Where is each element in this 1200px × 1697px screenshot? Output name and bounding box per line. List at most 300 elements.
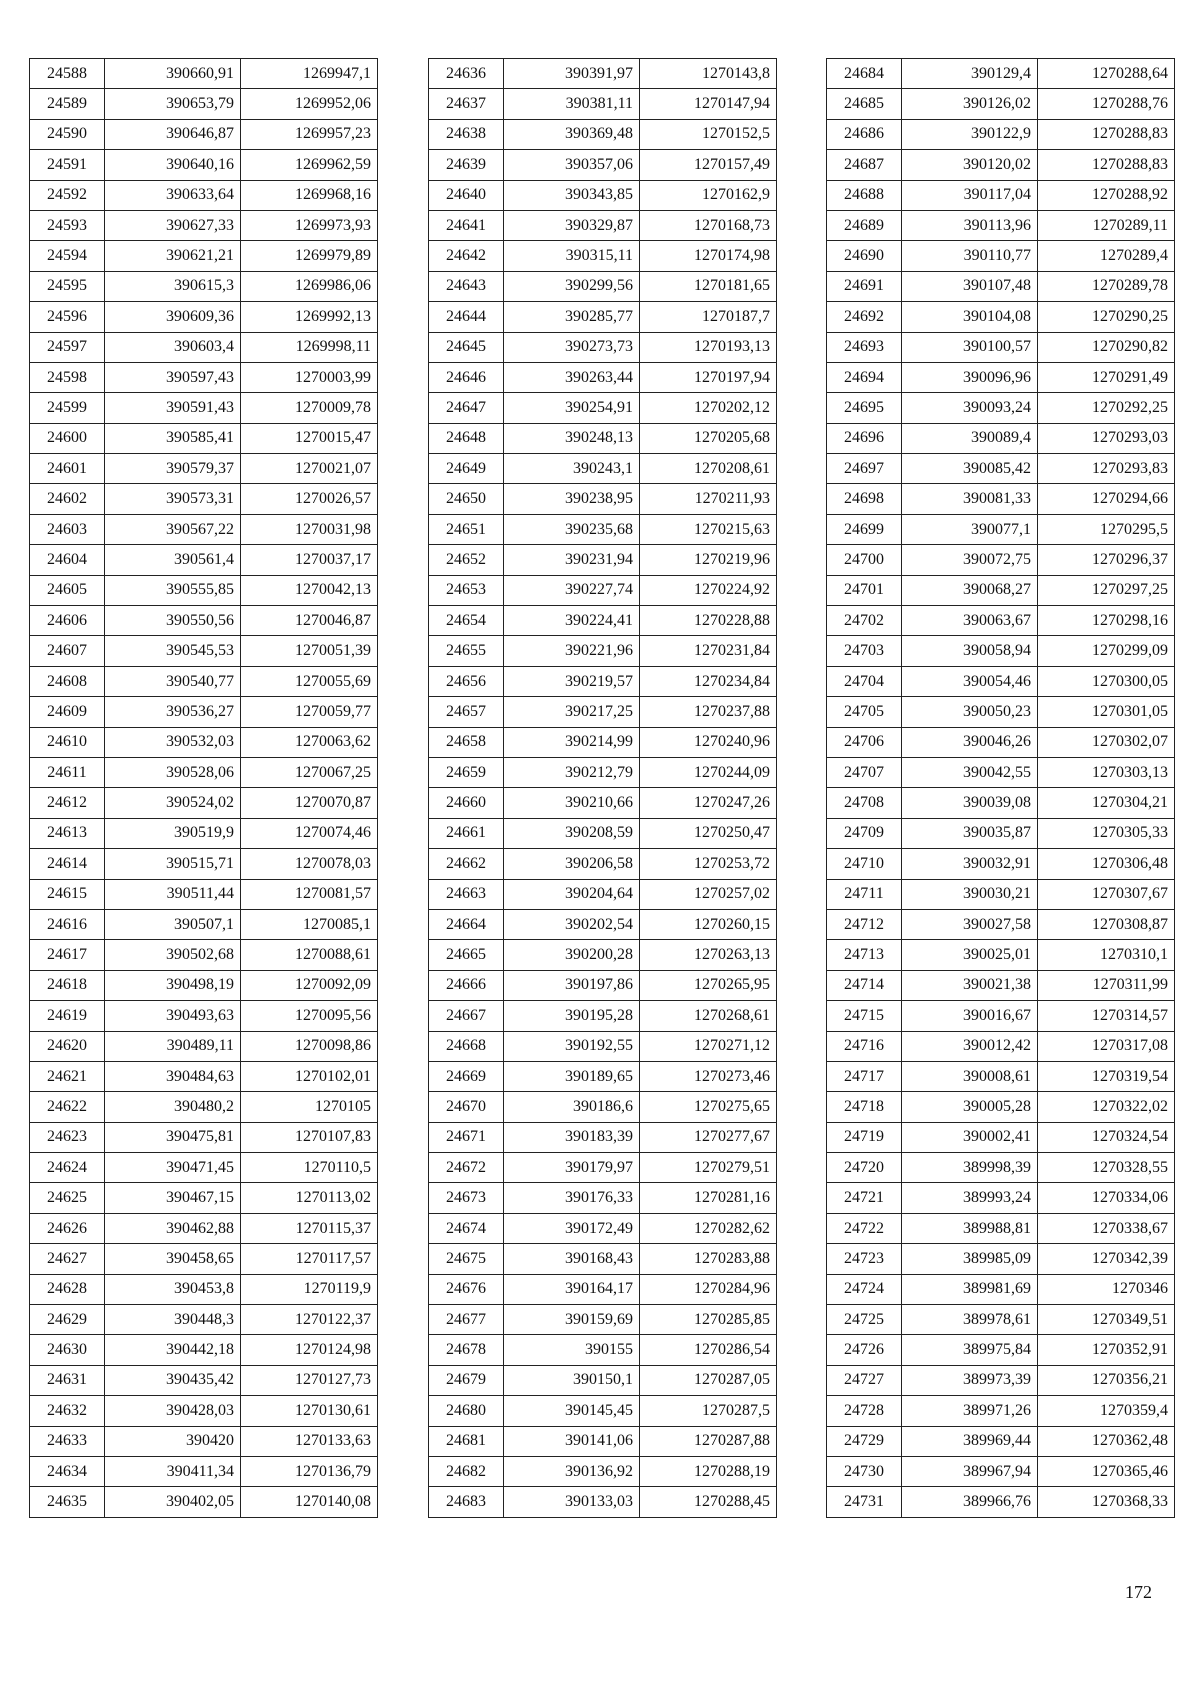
table-row	[429, 606, 777, 636]
point-id-cell: 24620	[30, 1031, 105, 1061]
x-coordinate-cell: 390200,28	[504, 940, 640, 970]
y-coordinate-cell: 1270247,26	[640, 788, 777, 818]
y-coordinate-cell: 1270143,8	[640, 59, 777, 89]
x-coordinate-cell: 390475,81	[105, 1122, 241, 1152]
table-row	[827, 1456, 1175, 1486]
y-coordinate-cell: 1270088,61	[241, 940, 378, 970]
x-coordinate-cell: 390633,64	[105, 180, 241, 210]
point-id-cell: 24611	[30, 757, 105, 787]
table-row	[827, 636, 1175, 666]
y-coordinate-cell: 1270211,93	[640, 484, 777, 514]
table-row	[429, 1456, 777, 1486]
table-row	[827, 1061, 1175, 1091]
x-coordinate-cell: 390058,94	[902, 636, 1038, 666]
table-row	[30, 1305, 378, 1335]
x-coordinate-cell: 390458,65	[105, 1244, 241, 1274]
y-coordinate-cell: 1270284,96	[640, 1274, 777, 1304]
point-id-cell: 24593	[30, 210, 105, 240]
table-row	[429, 89, 777, 119]
x-coordinate-cell: 390561,4	[105, 545, 241, 575]
y-coordinate-cell: 1270081,57	[241, 879, 378, 909]
table-row	[827, 849, 1175, 879]
table-row	[429, 666, 777, 696]
x-coordinate-cell: 390653,79	[105, 89, 241, 119]
x-coordinate-cell: 390093,24	[902, 393, 1038, 423]
table-row	[30, 879, 378, 909]
x-coordinate-cell: 390039,08	[902, 788, 1038, 818]
x-coordinate-cell: 390381,11	[504, 89, 640, 119]
point-id-cell: 24692	[827, 302, 902, 332]
x-coordinate-cell: 390008,61	[902, 1061, 1038, 1091]
x-coordinate-cell: 390235,68	[504, 514, 640, 544]
x-coordinate-cell: 390176,33	[504, 1183, 640, 1213]
y-coordinate-cell: 1270215,63	[640, 514, 777, 544]
y-coordinate-cell: 1270292,25	[1038, 393, 1175, 423]
y-coordinate-cell: 1270187,7	[640, 302, 777, 332]
y-coordinate-cell: 1269986,06	[241, 271, 378, 301]
x-coordinate-cell: 390183,39	[504, 1122, 640, 1152]
y-coordinate-cell: 1270133,63	[241, 1426, 378, 1456]
point-id-cell: 24724	[827, 1274, 902, 1304]
x-coordinate-cell: 390150,1	[504, 1365, 640, 1395]
y-coordinate-cell: 1270289,78	[1038, 271, 1175, 301]
table-row	[30, 1426, 378, 1456]
point-id-cell: 24604	[30, 545, 105, 575]
point-id-cell: 24700	[827, 545, 902, 575]
table-row	[429, 1031, 777, 1061]
x-coordinate-cell: 389988,81	[902, 1213, 1038, 1243]
x-coordinate-cell: 389966,76	[902, 1487, 1038, 1517]
point-id-cell: 24621	[30, 1061, 105, 1091]
table-row	[429, 1426, 777, 1456]
point-id-cell: 24606	[30, 606, 105, 636]
point-id-cell: 24723	[827, 1244, 902, 1274]
y-coordinate-cell: 1270009,78	[241, 393, 378, 423]
table-row	[827, 940, 1175, 970]
table-row	[429, 484, 777, 514]
table-row	[827, 1153, 1175, 1183]
y-coordinate-cell: 1270253,72	[640, 849, 777, 879]
point-id-cell: 24713	[827, 940, 902, 970]
y-coordinate-cell: 1270300,05	[1038, 666, 1175, 696]
y-coordinate-cell: 1270317,08	[1038, 1031, 1175, 1061]
x-coordinate-cell: 390573,31	[105, 484, 241, 514]
point-id-cell: 24718	[827, 1092, 902, 1122]
point-id-cell: 24688	[827, 180, 902, 210]
point-id-cell: 24629	[30, 1305, 105, 1335]
y-coordinate-cell: 1270293,03	[1038, 423, 1175, 453]
point-id-cell: 24703	[827, 636, 902, 666]
y-coordinate-cell: 1270290,82	[1038, 332, 1175, 362]
y-coordinate-cell: 1270362,48	[1038, 1426, 1175, 1456]
y-coordinate-cell: 1270289,4	[1038, 241, 1175, 271]
y-coordinate-cell: 1270193,13	[640, 332, 777, 362]
table-row	[30, 636, 378, 666]
table-row	[30, 119, 378, 149]
table-row	[429, 909, 777, 939]
y-coordinate-cell: 1270356,21	[1038, 1365, 1175, 1395]
table-row	[429, 970, 777, 1000]
y-coordinate-cell: 1270098,86	[241, 1031, 378, 1061]
table-row	[429, 940, 777, 970]
point-id-cell: 24709	[827, 818, 902, 848]
table-row	[30, 1153, 378, 1183]
x-coordinate-cell: 390420	[105, 1426, 241, 1456]
x-coordinate-cell: 389993,24	[902, 1183, 1038, 1213]
y-coordinate-cell: 1270288,83	[1038, 119, 1175, 149]
table-row	[429, 1122, 777, 1152]
y-coordinate-cell: 1270085,1	[241, 909, 378, 939]
x-coordinate-cell: 390113,96	[902, 210, 1038, 240]
y-coordinate-cell: 1270110,5	[241, 1153, 378, 1183]
y-coordinate-cell: 1270283,88	[640, 1244, 777, 1274]
point-id-cell: 24721	[827, 1183, 902, 1213]
point-id-cell: 24640	[429, 180, 504, 210]
table-row	[827, 302, 1175, 332]
table-row	[30, 1396, 378, 1426]
x-coordinate-cell: 390212,79	[504, 757, 640, 787]
point-id-cell: 24599	[30, 393, 105, 423]
table-row	[827, 1335, 1175, 1365]
table-row	[429, 210, 777, 240]
point-id-cell: 24589	[30, 89, 105, 119]
y-coordinate-cell: 1270289,11	[1038, 210, 1175, 240]
table-row	[827, 484, 1175, 514]
table-row	[827, 1487, 1175, 1517]
table-row	[827, 606, 1175, 636]
x-coordinate-cell: 390085,42	[902, 454, 1038, 484]
table-row	[429, 302, 777, 332]
table-row	[30, 849, 378, 879]
x-coordinate-cell: 390042,55	[902, 757, 1038, 787]
x-coordinate-cell: 390435,42	[105, 1365, 241, 1395]
x-coordinate-cell: 390391,97	[504, 59, 640, 89]
point-id-cell: 24690	[827, 241, 902, 271]
point-id-cell: 24633	[30, 1426, 105, 1456]
point-id-cell: 24637	[429, 89, 504, 119]
point-id-cell: 24681	[429, 1426, 504, 1456]
x-coordinate-cell: 390208,59	[504, 818, 640, 848]
y-coordinate-cell: 1270281,16	[640, 1183, 777, 1213]
x-coordinate-cell: 389971,26	[902, 1396, 1038, 1426]
y-coordinate-cell: 1270287,5	[640, 1396, 777, 1426]
x-coordinate-cell: 390224,41	[504, 606, 640, 636]
point-id-cell: 24664	[429, 909, 504, 939]
x-coordinate-cell: 390035,87	[902, 818, 1038, 848]
x-coordinate-cell: 390219,57	[504, 666, 640, 696]
table-row	[30, 1213, 378, 1243]
point-id-cell: 24726	[827, 1335, 902, 1365]
coordinate-table-body	[827, 59, 1175, 1518]
table-row	[827, 393, 1175, 423]
x-coordinate-cell: 390002,41	[902, 1122, 1038, 1152]
x-coordinate-cell: 390603,4	[105, 332, 241, 362]
y-coordinate-cell: 1270349,51	[1038, 1305, 1175, 1335]
point-id-cell: 24691	[827, 271, 902, 301]
point-id-cell: 24635	[30, 1487, 105, 1517]
x-coordinate-cell: 390502,68	[105, 940, 241, 970]
table-row	[30, 545, 378, 575]
table-row	[827, 59, 1175, 89]
point-id-cell: 24644	[429, 302, 504, 332]
x-coordinate-cell: 389973,39	[902, 1365, 1038, 1395]
x-coordinate-cell: 390145,45	[504, 1396, 640, 1426]
y-coordinate-cell: 1270197,94	[640, 362, 777, 392]
table-row	[30, 393, 378, 423]
x-coordinate-cell: 389969,44	[902, 1426, 1038, 1456]
table-row	[30, 150, 378, 180]
x-coordinate-cell: 389975,84	[902, 1335, 1038, 1365]
y-coordinate-cell: 1270051,39	[241, 636, 378, 666]
table-row	[30, 909, 378, 939]
table-row	[30, 89, 378, 119]
y-coordinate-cell: 1270157,49	[640, 150, 777, 180]
point-id-cell: 24628	[30, 1274, 105, 1304]
x-coordinate-cell: 390172,49	[504, 1213, 640, 1243]
y-coordinate-cell: 1270308,87	[1038, 909, 1175, 939]
point-id-cell: 24712	[827, 909, 902, 939]
point-id-cell: 24668	[429, 1031, 504, 1061]
y-coordinate-cell: 1270273,46	[640, 1061, 777, 1091]
point-id-cell: 24652	[429, 545, 504, 575]
coordinate-table-2	[428, 58, 777, 1518]
point-id-cell: 24679	[429, 1365, 504, 1395]
table-row	[429, 119, 777, 149]
y-coordinate-cell: 1270168,73	[640, 210, 777, 240]
y-coordinate-cell: 1270046,87	[241, 606, 378, 636]
point-id-cell: 24711	[827, 879, 902, 909]
table-row	[30, 697, 378, 727]
y-coordinate-cell: 1269992,13	[241, 302, 378, 332]
y-coordinate-cell: 1270277,67	[640, 1122, 777, 1152]
table-row	[429, 150, 777, 180]
point-id-cell: 24729	[827, 1426, 902, 1456]
table-row	[429, 575, 777, 605]
table-row	[827, 454, 1175, 484]
x-coordinate-cell: 390030,21	[902, 879, 1038, 909]
point-id-cell: 24615	[30, 879, 105, 909]
x-coordinate-cell: 390133,03	[504, 1487, 640, 1517]
table-row	[429, 393, 777, 423]
y-coordinate-cell: 1270147,94	[640, 89, 777, 119]
x-coordinate-cell: 390343,85	[504, 180, 640, 210]
table-row	[827, 1092, 1175, 1122]
point-id-cell: 24699	[827, 514, 902, 544]
y-coordinate-cell: 1270301,05	[1038, 697, 1175, 727]
y-coordinate-cell: 1270234,84	[640, 666, 777, 696]
y-coordinate-cell: 1270279,51	[640, 1153, 777, 1183]
y-coordinate-cell: 1270303,13	[1038, 757, 1175, 787]
table-row	[30, 1365, 378, 1395]
point-id-cell: 24705	[827, 697, 902, 727]
point-id-cell: 24614	[30, 849, 105, 879]
y-coordinate-cell: 1270288,76	[1038, 89, 1175, 119]
y-coordinate-cell: 1270026,57	[241, 484, 378, 514]
x-coordinate-cell: 390195,28	[504, 1001, 640, 1031]
point-id-cell: 24638	[429, 119, 504, 149]
point-id-cell: 24677	[429, 1305, 504, 1335]
table-row	[429, 849, 777, 879]
table-row	[429, 1274, 777, 1304]
table-row	[827, 241, 1175, 271]
table-row	[827, 1183, 1175, 1213]
y-coordinate-cell: 1270307,67	[1038, 879, 1175, 909]
x-coordinate-cell: 390453,8	[105, 1274, 241, 1304]
point-id-cell: 24641	[429, 210, 504, 240]
point-id-cell: 24643	[429, 271, 504, 301]
y-coordinate-cell: 1270322,02	[1038, 1092, 1175, 1122]
point-id-cell: 24696	[827, 423, 902, 453]
point-id-cell: 24600	[30, 423, 105, 453]
x-coordinate-cell: 390186,6	[504, 1092, 640, 1122]
y-coordinate-cell: 1270078,03	[241, 849, 378, 879]
table-row	[827, 909, 1175, 939]
y-coordinate-cell: 1270021,07	[241, 454, 378, 484]
point-id-cell: 24592	[30, 180, 105, 210]
y-coordinate-cell: 1270037,17	[241, 545, 378, 575]
x-coordinate-cell: 390005,28	[902, 1092, 1038, 1122]
table-row	[429, 545, 777, 575]
x-coordinate-cell: 390214,99	[504, 727, 640, 757]
y-coordinate-cell: 1270295,5	[1038, 514, 1175, 544]
point-id-cell: 24673	[429, 1183, 504, 1213]
point-id-cell: 24671	[429, 1122, 504, 1152]
table-row	[827, 89, 1175, 119]
table-row	[827, 210, 1175, 240]
table-row	[827, 423, 1175, 453]
x-coordinate-cell: 390640,16	[105, 150, 241, 180]
table-row	[827, 879, 1175, 909]
x-coordinate-cell: 390498,19	[105, 970, 241, 1000]
point-id-cell: 24650	[429, 484, 504, 514]
y-coordinate-cell: 1270237,88	[640, 697, 777, 727]
table-row	[429, 1487, 777, 1517]
point-id-cell: 24672	[429, 1153, 504, 1183]
x-coordinate-cell: 390448,3	[105, 1305, 241, 1335]
x-coordinate-cell: 390493,63	[105, 1001, 241, 1031]
table-row	[30, 575, 378, 605]
table-row	[30, 757, 378, 787]
point-id-cell: 24697	[827, 454, 902, 484]
table-row	[827, 727, 1175, 757]
table-row	[30, 59, 378, 89]
table-row	[429, 1061, 777, 1091]
x-coordinate-cell: 390063,67	[902, 606, 1038, 636]
point-id-cell: 24651	[429, 514, 504, 544]
y-coordinate-cell: 1269962,59	[241, 150, 378, 180]
table-row	[30, 302, 378, 332]
point-id-cell: 24603	[30, 514, 105, 544]
point-id-cell: 24689	[827, 210, 902, 240]
point-id-cell: 24695	[827, 393, 902, 423]
x-coordinate-cell: 390329,87	[504, 210, 640, 240]
x-coordinate-cell: 390155	[504, 1335, 640, 1365]
x-coordinate-cell: 390117,04	[902, 180, 1038, 210]
y-coordinate-cell: 1270113,02	[241, 1183, 378, 1213]
table-row	[429, 180, 777, 210]
x-coordinate-cell: 390054,46	[902, 666, 1038, 696]
point-id-cell: 24656	[429, 666, 504, 696]
point-id-cell: 24710	[827, 849, 902, 879]
table-row	[30, 241, 378, 271]
x-coordinate-cell: 390016,67	[902, 1001, 1038, 1031]
x-coordinate-cell: 390536,27	[105, 697, 241, 727]
x-coordinate-cell: 390507,1	[105, 909, 241, 939]
y-coordinate-cell: 1270107,83	[241, 1122, 378, 1152]
x-coordinate-cell: 390202,54	[504, 909, 640, 939]
x-coordinate-cell: 390050,23	[902, 697, 1038, 727]
point-id-cell: 24639	[429, 150, 504, 180]
table-row	[827, 545, 1175, 575]
table-row	[30, 1274, 378, 1304]
x-coordinate-cell: 390471,45	[105, 1153, 241, 1183]
point-id-cell: 24594	[30, 241, 105, 271]
table-row	[429, 879, 777, 909]
y-coordinate-cell: 1270117,57	[241, 1244, 378, 1274]
point-id-cell: 24595	[30, 271, 105, 301]
y-coordinate-cell: 1270130,61	[241, 1396, 378, 1426]
x-coordinate-cell: 389998,39	[902, 1153, 1038, 1183]
y-coordinate-cell: 1270260,15	[640, 909, 777, 939]
table-row	[30, 1092, 378, 1122]
table-row	[30, 1061, 378, 1091]
y-coordinate-cell: 1270310,1	[1038, 940, 1175, 970]
point-id-cell: 24601	[30, 454, 105, 484]
y-coordinate-cell: 1270287,05	[640, 1365, 777, 1395]
x-coordinate-cell: 390489,11	[105, 1031, 241, 1061]
point-id-cell: 24622	[30, 1092, 105, 1122]
y-coordinate-cell: 1270334,06	[1038, 1183, 1175, 1213]
y-coordinate-cell: 1270092,09	[241, 970, 378, 1000]
x-coordinate-cell: 390660,91	[105, 59, 241, 89]
x-coordinate-cell: 390411,34	[105, 1456, 241, 1486]
point-id-cell: 24591	[30, 150, 105, 180]
point-id-cell: 24701	[827, 575, 902, 605]
table-row	[429, 362, 777, 392]
y-coordinate-cell: 1270294,66	[1038, 484, 1175, 514]
table-row	[827, 757, 1175, 787]
y-coordinate-cell: 1270055,69	[241, 666, 378, 696]
table-row	[429, 1153, 777, 1183]
point-id-cell: 24642	[429, 241, 504, 271]
table-row	[827, 970, 1175, 1000]
table-row	[429, 1244, 777, 1274]
point-id-cell: 24698	[827, 484, 902, 514]
x-coordinate-cell: 390221,96	[504, 636, 640, 666]
point-id-cell: 24708	[827, 788, 902, 818]
table-row	[30, 484, 378, 514]
x-coordinate-cell: 390189,65	[504, 1061, 640, 1091]
table-row	[827, 1305, 1175, 1335]
y-coordinate-cell: 1270338,67	[1038, 1213, 1175, 1243]
table-row	[827, 788, 1175, 818]
point-id-cell: 24623	[30, 1122, 105, 1152]
x-coordinate-cell: 390141,06	[504, 1426, 640, 1456]
x-coordinate-cell: 390484,63	[105, 1061, 241, 1091]
table-row	[429, 1305, 777, 1335]
x-coordinate-cell: 389985,09	[902, 1244, 1038, 1274]
y-coordinate-cell: 1270074,46	[241, 818, 378, 848]
y-coordinate-cell: 1270250,47	[640, 818, 777, 848]
y-coordinate-cell: 1269979,89	[241, 241, 378, 271]
y-coordinate-cell: 1270174,98	[640, 241, 777, 271]
y-coordinate-cell: 1270359,4	[1038, 1396, 1175, 1426]
y-coordinate-cell: 1270288,83	[1038, 150, 1175, 180]
y-coordinate-cell: 1269947,1	[241, 59, 378, 89]
point-id-cell: 24722	[827, 1213, 902, 1243]
y-coordinate-cell: 1270275,65	[640, 1092, 777, 1122]
table-row	[30, 940, 378, 970]
